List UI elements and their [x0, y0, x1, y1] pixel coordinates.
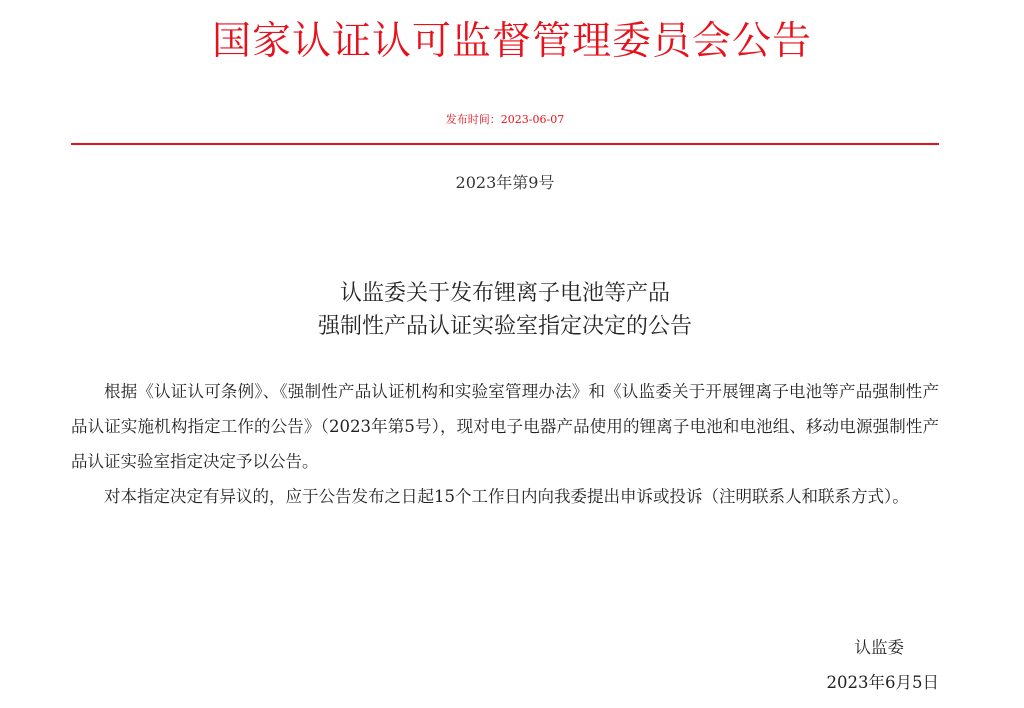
publish-date-value: 2023-06-07 — [500, 113, 565, 126]
masthead-title: 国家认证认可监督管理委员会公告 — [211, 19, 812, 64]
title-line-1: 认监委关于发布锂离子电池等产品 — [339, 281, 670, 306]
body-paragraph-1: 根据《认证认可条例》、《强制性产品认证机构和实验室管理办法》和《认监委关于开展锂离子电池等产品强制性产品认证实施机构指定工作的公告》（2023年第5号），现对电子电器产品使用的锂离子电池和电池组、移动电源强制性产品认证实验室指定决定予以公告。 — [71, 382, 939, 471]
document-title — [0, 277, 1010, 343]
publish-date-line — [0, 112, 1010, 128]
document-body — [71, 374, 939, 514]
publish-date-label: 发布时间： — [445, 113, 501, 126]
title-line-2: 强制性产品认证实验室指定决定的公告 — [317, 314, 692, 339]
red-divider — [71, 143, 939, 145]
body-paragraph-2: 对本指定决定有异议的，应于公告发布之日起15个工作日内向我委提出申诉或投诉（注明联系人和联系方式）。 — [104, 487, 909, 506]
document-number: 2023年第9号 — [455, 173, 555, 192]
sign-date: 2023年6月5日 — [826, 673, 939, 692]
signer: 认监委 — [854, 638, 904, 657]
